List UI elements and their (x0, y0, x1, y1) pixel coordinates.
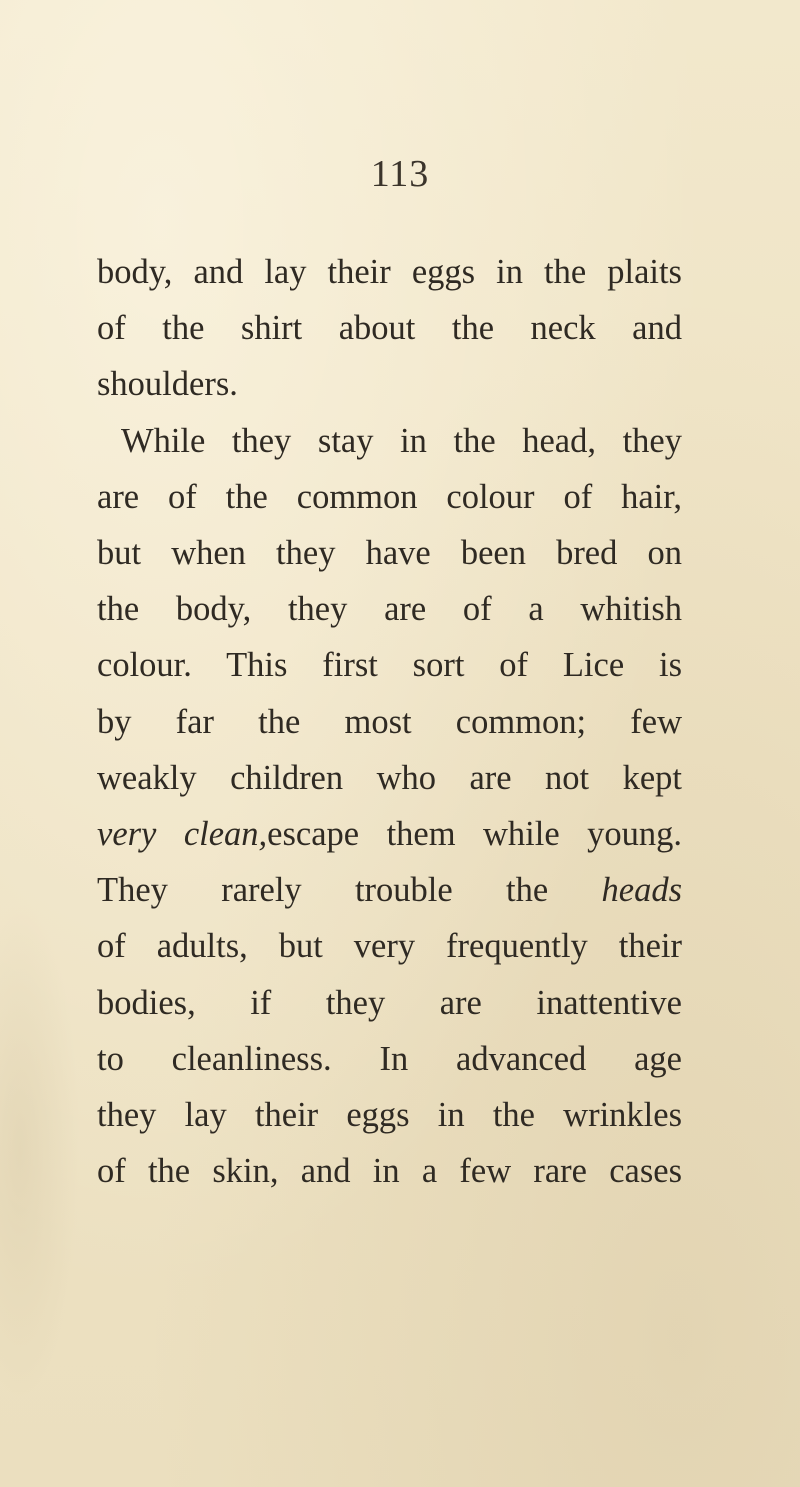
text-span: escape them while young. (267, 815, 682, 854)
paper-stain (0, 900, 80, 1400)
text-line: of adults, but very frequently their (97, 927, 682, 966)
italic-text: very clean, (97, 815, 268, 854)
text-line: of the skin, and in a few rare cases (97, 1152, 682, 1191)
text-line: While they stay in the head, they (121, 421, 682, 460)
page-body-text (97, 244, 682, 1199)
text-span: They rarely trouble the (97, 871, 602, 910)
text-line: but when they have been bred on (97, 534, 682, 573)
text-line: the body, they are of a whitish (97, 590, 682, 629)
text-line: of the shirt about the neck and (97, 309, 682, 348)
text-line: body, and lay their eggs in the plaits (97, 253, 682, 291)
page-number: 113 (370, 153, 430, 195)
text-line: bodies, if they are inattentive (97, 983, 682, 1022)
text-line: to cleanliness. In advanced age (97, 1039, 682, 1078)
text-line: weakly children who are not kept (97, 758, 682, 797)
text-line: they lay their eggs in the wrinkles (97, 1096, 682, 1135)
text-line (97, 806, 682, 862)
text-line: by far the most common; few (97, 702, 682, 741)
text-line (97, 862, 682, 918)
italic-text: heads (601, 871, 682, 910)
text-line: shoulders. (97, 365, 238, 404)
text-line: are of the common colour of hair, (97, 477, 682, 516)
text-line: colour. This first sort of Lice is (97, 646, 682, 685)
